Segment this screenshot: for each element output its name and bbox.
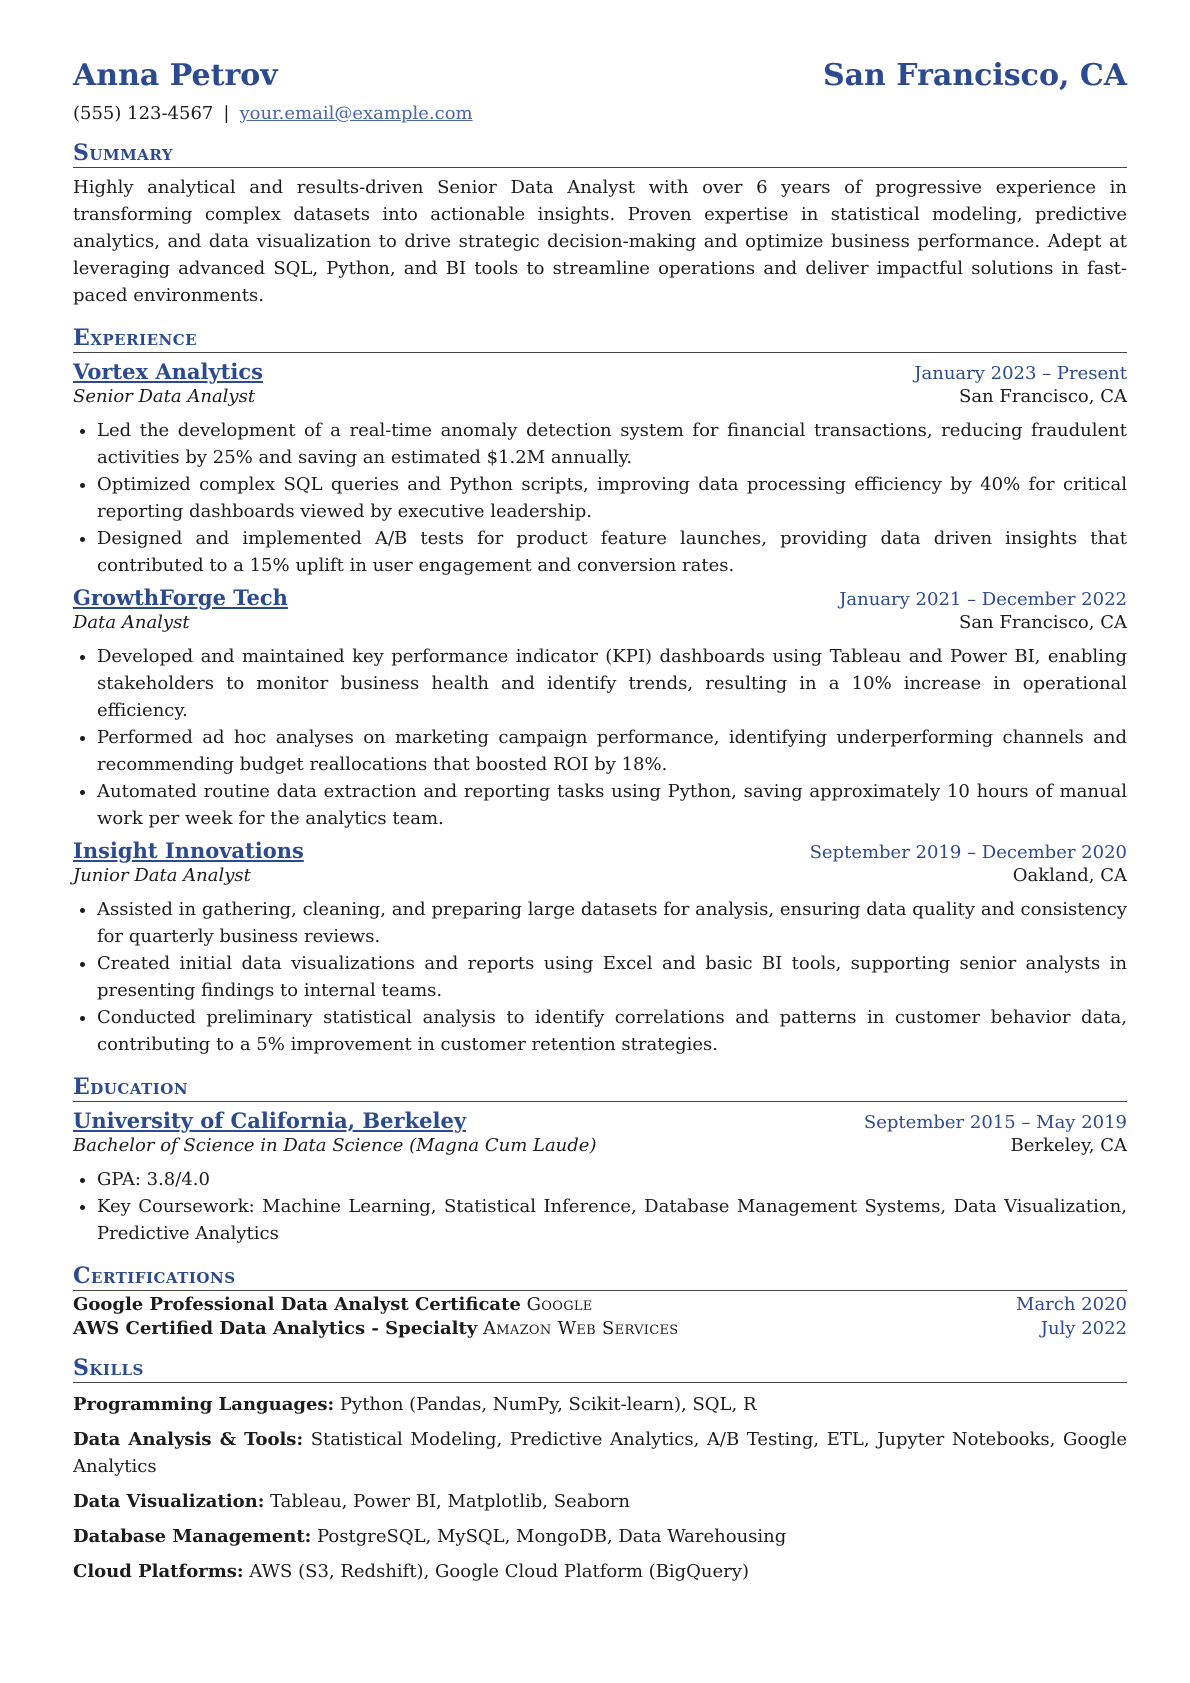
- bullet-item: • Assisted in gathering, cleaning, and preparing large datasets for analysis, ensuring data quality and consistency for quarterly business reviews.: [97, 896, 1127, 950]
- skill-row: [73, 1523, 1127, 1550]
- bullet-item: • Created initial data visualizations and reports using Excel and basic BI tools, supporting senior analysts in presenting findings to internal teams.: [97, 950, 1127, 1004]
- job-bullets: [73, 417, 1127, 579]
- job-location: San Francisco, CA: [958, 612, 1127, 633]
- header: [73, 58, 1127, 93]
- job-entry: [73, 359, 1127, 579]
- job-bullets: [73, 643, 1127, 832]
- school-link[interactable]: University of California, Berkeley: [73, 1108, 467, 1133]
- job-dates: September 2019 – December 2020: [809, 842, 1127, 863]
- skill-row: [73, 1426, 1127, 1480]
- skill-value: PostgreSQL, MySQL, MongoDB, Data Warehousing: [317, 1526, 787, 1547]
- job-title: Junior Data Analyst: [73, 865, 251, 886]
- bullet-item: • Key Coursework: Machine Learning, Statistical Inference, Database Management Systems, Data Visualization, Predictive Analytics: [97, 1193, 1127, 1247]
- email-link[interactable]: your.email@example.com: [239, 103, 473, 124]
- job-bullets: [73, 896, 1127, 1058]
- education-entry: [73, 1108, 1127, 1247]
- candidate-name: Anna Petrov: [73, 58, 278, 93]
- header-location: San Francisco, CA: [822, 58, 1127, 93]
- skill-label: Cloud Platforms:: [73, 1561, 244, 1582]
- bullet-item: • GPA: 3.8/4.0: [97, 1166, 1127, 1193]
- certification-issuer: Google: [526, 1294, 593, 1315]
- education-dates: September 2015 – May 2019: [863, 1112, 1127, 1133]
- certification-item: [73, 1318, 1127, 1339]
- skill-row: [73, 1488, 1127, 1515]
- education-location: Berkeley, CA: [1010, 1135, 1127, 1156]
- certification-issuer: Amazon Web Services: [482, 1318, 679, 1339]
- bullet-item: • Performed ad hoc analyses on marketing campaign performance, identifying underperforming channels and recommending budget reallocations that boosted ROI by 18%.: [97, 724, 1127, 778]
- certification-date: March 2020: [1016, 1294, 1127, 1315]
- certification-date: July 2022: [1040, 1318, 1127, 1339]
- certification-name: AWS Certified Data Analytics - Specialty: [73, 1318, 478, 1339]
- certification-name: Google Professional Data Analyst Certificate: [73, 1294, 521, 1315]
- skill-value: Python (Pandas, NumPy, Scikit-learn), SQL, R: [339, 1394, 757, 1415]
- skill-label: Database Management:: [73, 1526, 312, 1547]
- bullet-item: • Optimized complex SQL queries and Python scripts, improving data processing efficiency by 40% for critical reporting dashboards viewed by executive leadership.: [97, 471, 1127, 525]
- resume-page: [73, 58, 1127, 1585]
- skill-row: [73, 1558, 1127, 1585]
- job-location: San Francisco, CA: [958, 386, 1127, 407]
- skills-heading: Skills: [73, 1355, 1127, 1383]
- skill-label: Programming Languages:: [73, 1394, 335, 1415]
- job-entry: [73, 585, 1127, 832]
- job-location: Oakland, CA: [1012, 865, 1127, 886]
- education-bullets: [73, 1166, 1127, 1247]
- bullet-item: • Designed and implemented A/B tests for product feature launches, providing data driven insights that contributed to a 15% uplift in user engagement and conversion rates.: [97, 525, 1127, 579]
- job-title: Data Analyst: [73, 612, 190, 633]
- bullet-item: • Led the development of a real-time anomaly detection system for financial transactions, reducing fraudulent activities by 25% and saving an estimated $1.2M annually.: [97, 417, 1127, 471]
- skill-value: Statistical Modeling, Predictive Analytics, A/B Testing, ETL, Jupyter Notebooks, Google Analytics: [73, 1429, 1127, 1477]
- summary-heading: Summary: [73, 140, 1127, 168]
- skill-label: Data Analysis & Tools:: [73, 1429, 304, 1450]
- bullet-item: • Conducted preliminary statistical analysis to identify correlations and patterns in customer behavior data, contributing to a 5% improvement in customer retention strategies.: [97, 1004, 1127, 1058]
- experience-heading: Experience: [73, 325, 1127, 353]
- bullet-item: • Automated routine data extraction and reporting tasks using Python, saving approximately 10 hours of manual work per week for the analytics team.: [97, 778, 1127, 832]
- bullet-item: • Developed and maintained key performance indicator (KPI) dashboards using Tableau and Power BI, enabling stakeholders to monitor business health and identify trends, resulting in a 10% increase in operational efficiency.: [97, 643, 1127, 724]
- job-entry: [73, 838, 1127, 1058]
- phone-number: (555) 123-4567: [73, 103, 214, 124]
- degree-title: Bachelor of Science in Data Science (Magna Cum Laude): [73, 1135, 597, 1156]
- certifications-heading: Certifications: [73, 1263, 1127, 1291]
- skill-row: [73, 1391, 1127, 1418]
- company-link[interactable]: GrowthForge Tech: [73, 585, 288, 610]
- education-heading: Education: [73, 1074, 1127, 1102]
- contact-separator: |: [223, 103, 230, 124]
- skill-value: AWS (S3, Redshift), Google Cloud Platform (BigQuery): [249, 1561, 749, 1582]
- skill-label: Data Visualization:: [73, 1491, 265, 1512]
- job-dates: January 2023 – Present: [914, 363, 1127, 384]
- contact-line: [73, 103, 1127, 124]
- summary-text: Highly analytical and results-driven Senior Data Analyst with over 6 years of progressive experience in transforming complex datasets into actionable insights. Proven expertise in statistical modeling, predictive analytics, and data visualization to drive strategic decision-making and optimize business performance. Adept at leveraging advanced SQL, Python, and BI tools to streamline operations and deliver impactful solutions in fast-paced environments.: [73, 177, 1127, 306]
- company-link[interactable]: Vortex Analytics: [73, 359, 263, 384]
- company-link[interactable]: Insight Innovations: [73, 838, 304, 863]
- certification-item: [73, 1294, 1127, 1315]
- job-title: Senior Data Analyst: [73, 386, 256, 407]
- job-dates: January 2021 – December 2022: [839, 589, 1127, 610]
- skill-value: Tableau, Power BI, Matplotlib, Seaborn: [270, 1491, 630, 1512]
